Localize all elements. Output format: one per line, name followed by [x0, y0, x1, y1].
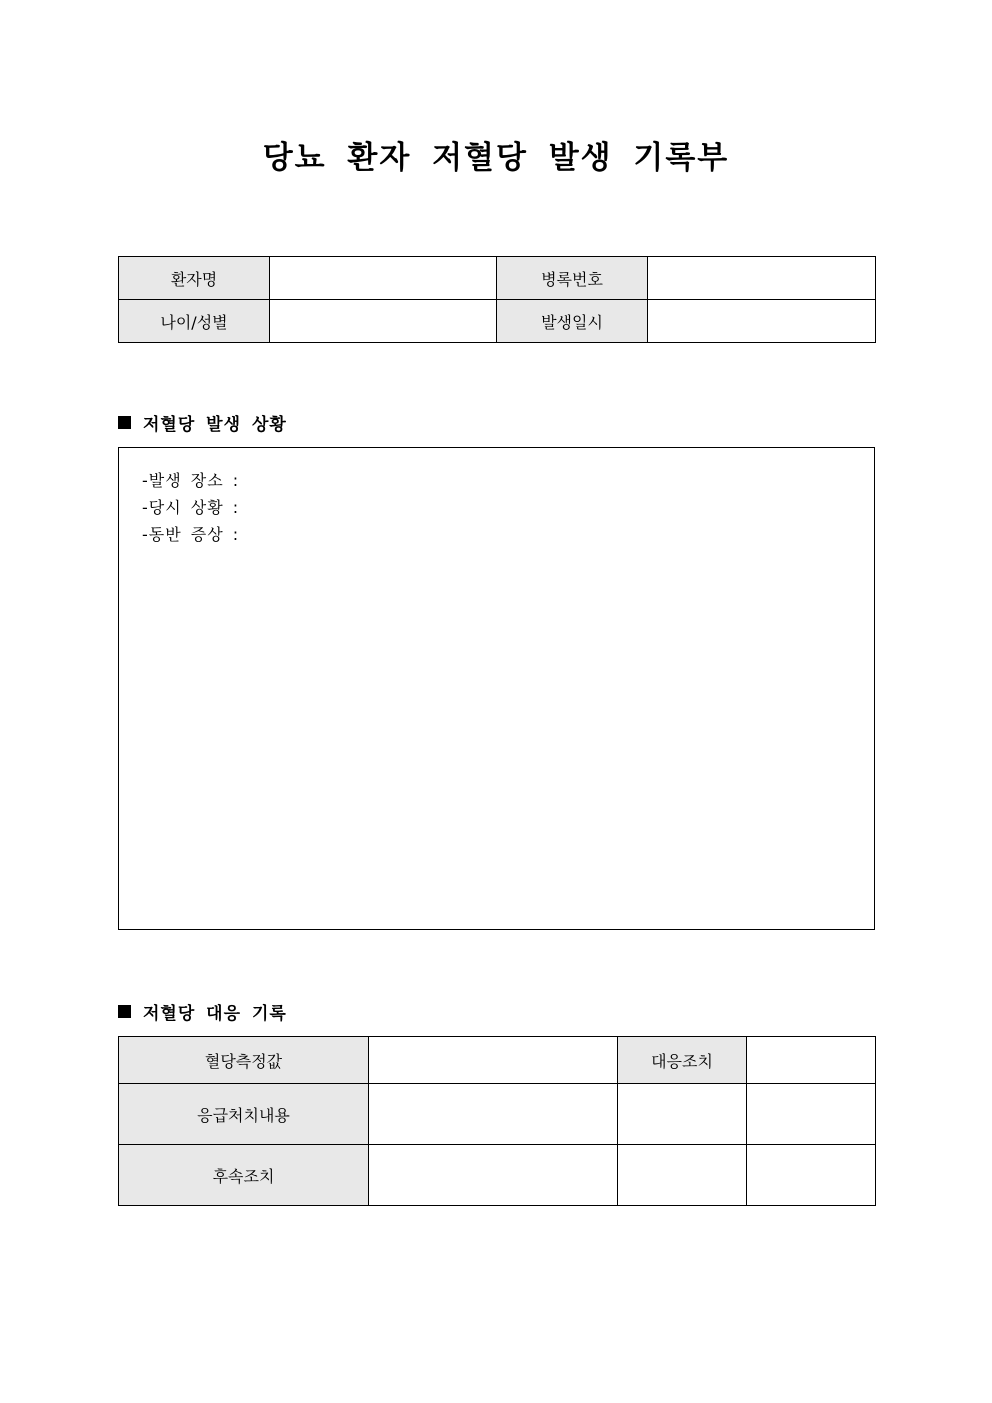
record-number-field[interactable]	[648, 257, 876, 300]
response-record-table	[118, 1036, 876, 1206]
response-heading-text: 저혈당 대응 기록	[143, 1004, 287, 1024]
record-number-label: 병록번호	[497, 257, 648, 300]
document-title: 당뇨 환자 저혈당 발생 기록부	[262, 140, 730, 176]
age-sex-field[interactable]	[270, 300, 497, 343]
patient-info-table	[118, 256, 876, 343]
situation-textbox[interactable]	[118, 447, 875, 930]
response-action-field[interactable]	[747, 1037, 876, 1084]
situation-lines	[142, 467, 239, 548]
followup-label: 후속조치	[119, 1145, 369, 1206]
followup-action-field[interactable]	[618, 1145, 747, 1206]
emergency-care-extra-field[interactable]	[747, 1084, 876, 1145]
occurrence-datetime-field[interactable]	[648, 300, 876, 343]
occurrence-datetime-label: 발생일시	[497, 300, 648, 343]
table-row	[119, 1084, 876, 1145]
situation-heading-text: 저혈당 발생 상황	[143, 415, 287, 435]
table-row	[119, 300, 876, 343]
table-row	[119, 1037, 876, 1084]
square-bullet-icon	[118, 416, 131, 429]
square-bullet-icon	[118, 1005, 131, 1018]
followup-field[interactable]	[369, 1145, 618, 1206]
emergency-care-action-field[interactable]	[618, 1084, 747, 1145]
response-heading	[118, 999, 287, 1024]
age-sex-label: 나이/성별	[119, 300, 270, 343]
emergency-care-field[interactable]	[369, 1084, 618, 1145]
patient-name-field[interactable]	[270, 257, 497, 300]
emergency-care-label: 응급처치내용	[119, 1084, 369, 1145]
glucose-value-label: 혈당측정값	[119, 1037, 369, 1084]
circumstance-line: -당시 상황 :	[142, 498, 240, 517]
response-action-label: 대응조치	[618, 1037, 747, 1084]
glucose-value-field[interactable]	[369, 1037, 618, 1084]
patient-name-label: 환자명	[119, 257, 270, 300]
location-line: -발생 장소 :	[142, 471, 240, 490]
situation-heading	[118, 410, 287, 435]
table-row	[119, 257, 876, 300]
symptoms-line: -동반 증상 :	[142, 525, 240, 544]
followup-extra-field[interactable]	[747, 1145, 876, 1206]
table-row	[119, 1145, 876, 1206]
